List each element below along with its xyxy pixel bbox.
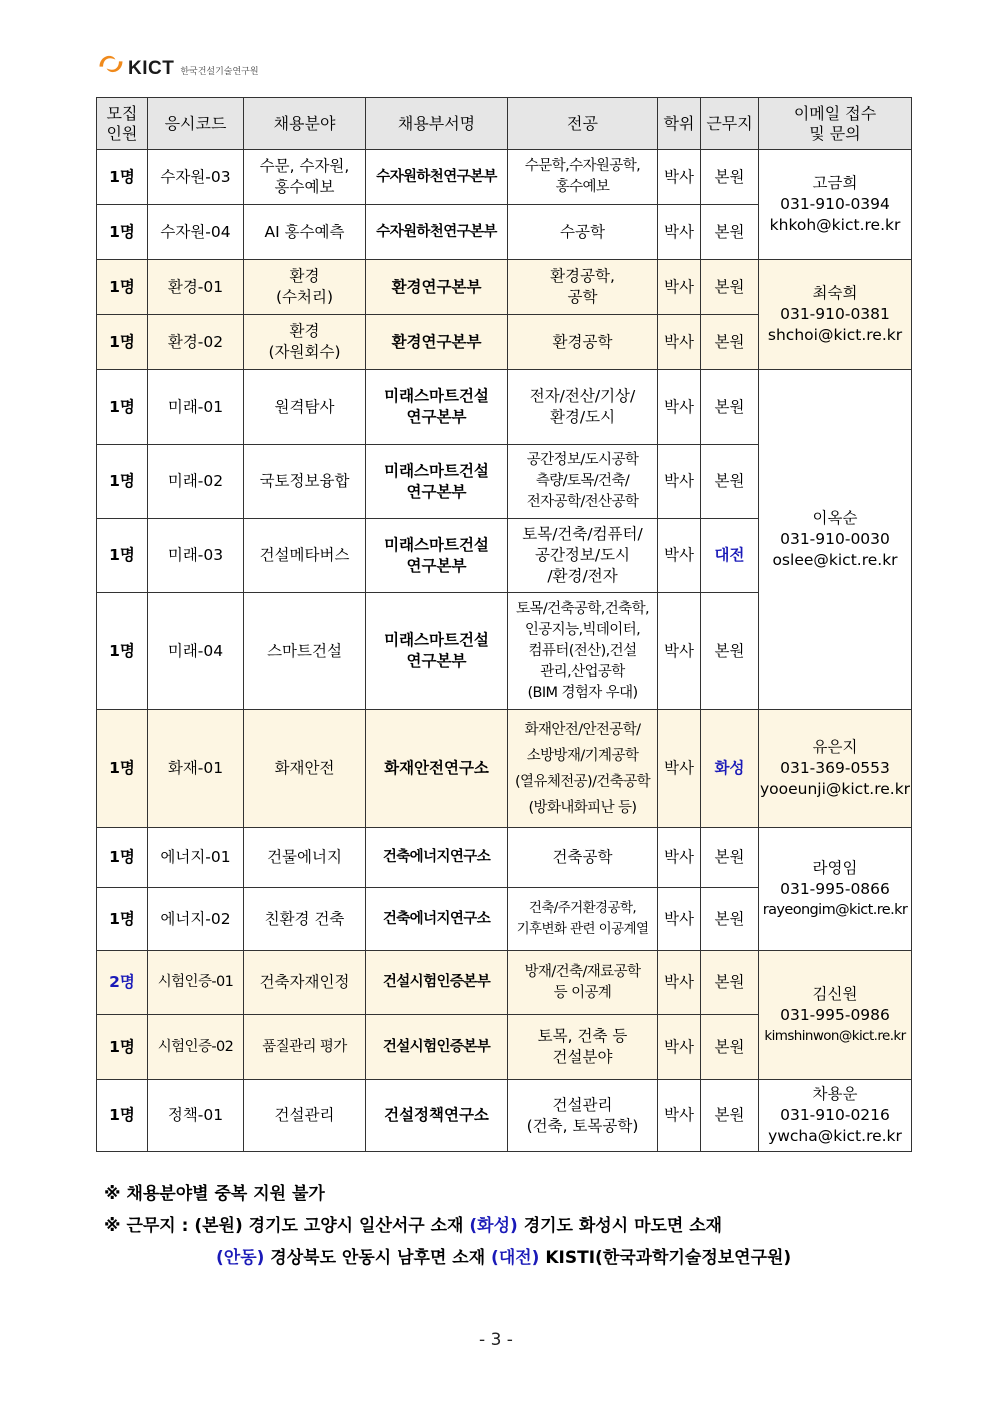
cell-location: 본원 [701, 315, 759, 370]
cell-degree: 박사 [658, 150, 701, 205]
cell-location: 본원 [701, 1080, 759, 1152]
contact-phone: 031-910-0394 [780, 195, 890, 213]
contact-phone: 031-910-0381 [780, 305, 890, 323]
cell-degree: 박사 [658, 445, 701, 519]
cell-dept: 미래스마트건설 연구본부 [366, 593, 508, 710]
cell-count: 2명 [97, 951, 148, 1015]
cell-field: 화재안전 [244, 710, 366, 828]
cell-location: 본원 [701, 205, 759, 260]
cell-dept: 화재안전연구소 [366, 710, 508, 828]
contact-name: 최숙희 [812, 284, 858, 302]
cell-major: 수문학,수자원공학, 홍수예보 [508, 150, 658, 205]
cell-count: 1명 [97, 445, 148, 519]
cell-location: 대전 [701, 519, 759, 593]
cell-degree: 박사 [658, 205, 701, 260]
contact-email: kimshinwon@kict.re.kr [764, 1027, 906, 1044]
cell-degree: 박사 [658, 519, 701, 593]
contact-email: shchoi@kict.re.kr [767, 326, 903, 344]
cell-location: 화성 [701, 710, 759, 828]
cell-major: 방재/건축/재료공학 등 이공계 [508, 951, 658, 1015]
cell-code: 에너지-02 [148, 888, 244, 951]
cell-field: 환경 (자원회수) [244, 315, 366, 370]
cell-location: 본원 [701, 1015, 759, 1080]
note-location-hwaseong: 경기도 화성시 마도면 소재 [517, 1216, 723, 1236]
header-contact: 이메일 접수 및 문의 [759, 98, 912, 150]
cell-major: 건설관리 (건축, 토목공학) [508, 1080, 658, 1152]
contact-phone: 031-910-0216 [780, 1106, 890, 1124]
contact-phone: 031-995-0986 [780, 1005, 890, 1024]
cell-field: AI 홍수예측 [244, 205, 366, 260]
contact-phone: 031-369-0553 [780, 759, 890, 777]
cell-count: 1명 [97, 710, 148, 828]
cell-major: 환경공학 [508, 315, 658, 370]
cell-dept: 건설정책연구소 [366, 1080, 508, 1152]
cell-count: 1명 [97, 1015, 148, 1080]
contact-email: yooeunji@kict.re.kr [759, 780, 911, 798]
cell-code: 미래-03 [148, 519, 244, 593]
logo-brand: KICT [128, 58, 175, 79]
cell-major: 토목/건축공학,건축학, 인공지능,빅데이터, 컴퓨터(전산),건설 관리,산업공학 (BIM 경험자 우대) [508, 593, 658, 710]
header-row [97, 98, 912, 150]
cell-major: 화재안전/안전공학/ 소방방재/기계공학 (열유체전공)/건축공학 (방화내화피난 등) [508, 710, 658, 828]
cell-count: 1명 [97, 888, 148, 951]
note-location-daejeon: KISTI(한국과학기술정보연구원) [539, 1248, 792, 1268]
cell-code: 미래-04 [148, 593, 244, 710]
cell-field: 환경 (수처리) [244, 260, 366, 315]
header-code: 응시코드 [148, 98, 244, 150]
cell-dept: 환경연구본부 [366, 260, 508, 315]
cell-major: 건축/주거환경공학, 기후변화 관련 이공계열 [508, 888, 658, 951]
cell-code: 미래-02 [148, 445, 244, 519]
cell-major: 환경공학, 공학 [508, 260, 658, 315]
cell-degree: 박사 [658, 828, 701, 888]
cell-field: 원격탐사 [244, 370, 366, 445]
header-count: 모집 인원 [97, 98, 148, 150]
contact-name: 김신원 [812, 984, 858, 1003]
cell-dept: 건설시험인증본부 [366, 951, 508, 1015]
cell-location: 본원 [701, 150, 759, 205]
note-location-daejeon-label: (대전) [491, 1248, 540, 1268]
cell-major: 토목, 건축 등 건설분야 [508, 1015, 658, 1080]
contact-cell [759, 710, 912, 828]
cell-field: 품질관리 평가 [244, 1015, 366, 1080]
cell-degree: 박사 [658, 1080, 701, 1152]
cell-count: 1명 [97, 828, 148, 888]
note-location-main: ※ 근무지 : (본원) 경기도 고양시 일산서구 소재 [104, 1216, 470, 1236]
cell-degree: 박사 [658, 315, 701, 370]
cell-degree: 박사 [658, 888, 701, 951]
table-row [97, 1080, 912, 1152]
cell-field: 건설관리 [244, 1080, 366, 1152]
table-row [97, 951, 912, 1015]
cell-count: 1명 [97, 1080, 148, 1152]
header-major: 전공 [508, 98, 658, 150]
page-number: - 3 - [479, 1330, 513, 1350]
cell-degree: 박사 [658, 370, 701, 445]
cell-dept: 수자원하천연구본부 [366, 205, 508, 260]
cell-code: 시험인증-02 [148, 1015, 244, 1080]
cell-dept: 환경연구본부 [366, 315, 508, 370]
cell-degree: 박사 [658, 260, 701, 315]
contact-phone: 031-995-0866 [780, 879, 890, 898]
contact-name: 이옥순 [812, 509, 858, 527]
cell-count: 1명 [97, 260, 148, 315]
cell-location: 본원 [701, 445, 759, 519]
note-no-duplicate: ※ 채용분야별 중복 지원 불가 [104, 1184, 325, 1204]
table-row [97, 150, 912, 205]
cell-dept: 미래스마트건설 연구본부 [366, 445, 508, 519]
cell-code: 수자원-03 [148, 150, 244, 205]
cell-count: 1명 [97, 370, 148, 445]
recruitment-table [96, 97, 912, 1152]
contact-cell [759, 150, 912, 260]
cell-count: 1명 [97, 593, 148, 710]
contact-cell [759, 260, 912, 370]
cell-major: 전자/전산/기상/ 환경/도시 [508, 370, 658, 445]
cell-major: 건축공학 [508, 828, 658, 888]
cell-degree: 박사 [658, 1015, 701, 1080]
cell-dept: 미래스마트건설 연구본부 [366, 370, 508, 445]
table-row [97, 710, 912, 828]
contact-phone: 031-910-0030 [780, 530, 890, 548]
note-locations-2 [104, 1242, 791, 1274]
cell-major: 수공학 [508, 205, 658, 260]
header-dept: 채용부서명 [366, 98, 508, 150]
cell-location: 본원 [701, 370, 759, 445]
kict-logo-icon [96, 49, 126, 79]
logo-org: 한국건설기술연구원 [180, 66, 259, 77]
kict-logo [96, 46, 259, 82]
cell-dept: 건축에너지연구소 [366, 888, 508, 951]
cell-field: 건축자재인정 [244, 951, 366, 1015]
cell-major: 토목/건축/컴퓨터/ 공간정보/도시 /환경/전자 [508, 519, 658, 593]
contact-email: rayeongim@kict.re.kr [762, 901, 908, 918]
cell-field: 건물에너지 [244, 828, 366, 888]
cell-location: 본원 [701, 828, 759, 888]
cell-code: 시험인증-01 [148, 951, 244, 1015]
cell-code: 에너지-01 [148, 828, 244, 888]
table-row [97, 260, 912, 315]
contact-cell [759, 370, 912, 710]
cell-dept: 건축에너지연구소 [366, 828, 508, 888]
contact-email: oslee@kict.re.kr [772, 551, 898, 569]
table-row [97, 370, 912, 445]
contact-name: 차용운 [812, 1085, 858, 1103]
contact-name: 유은지 [812, 738, 858, 756]
cell-code: 환경-02 [148, 315, 244, 370]
cell-field: 건설메타버스 [244, 519, 366, 593]
cell-count: 1명 [97, 315, 148, 370]
note-location-andong-label: (안동) [216, 1248, 265, 1268]
cell-degree: 박사 [658, 951, 701, 1015]
cell-code: 미래-01 [148, 370, 244, 445]
cell-field: 스마트건설 [244, 593, 366, 710]
note-location-andong: 경상북도 안동시 남후면 소재 [264, 1248, 492, 1268]
cell-count: 1명 [97, 150, 148, 205]
cell-location: 본원 [701, 260, 759, 315]
notes-section [104, 1178, 791, 1274]
cell-field: 수문, 수자원, 홍수예보 [244, 150, 366, 205]
cell-dept: 건설시험인증본부 [366, 1015, 508, 1080]
cell-degree: 박사 [658, 593, 701, 710]
note-locations [104, 1210, 791, 1242]
cell-code: 환경-01 [148, 260, 244, 315]
cell-dept: 수자원하천연구본부 [366, 150, 508, 205]
cell-field: 국토정보융합 [244, 445, 366, 519]
cell-location: 본원 [701, 593, 759, 710]
cell-location: 본원 [701, 888, 759, 951]
cell-degree: 박사 [658, 710, 701, 828]
contact-cell [759, 828, 912, 951]
contact-email: khkoh@kict.re.kr [769, 216, 901, 234]
contact-cell [759, 1080, 912, 1152]
cell-code: 화재-01 [148, 710, 244, 828]
note-location-hwaseong-label: (화성) [469, 1216, 518, 1236]
cell-field: 친환경 건축 [244, 888, 366, 951]
header-location: 근무지 [701, 98, 759, 150]
cell-count: 1명 [97, 205, 148, 260]
header-degree: 학위 [658, 98, 701, 150]
cell-code: 정책-01 [148, 1080, 244, 1152]
header-field: 채용분야 [244, 98, 366, 150]
contact-cell [759, 951, 912, 1080]
cell-location: 본원 [701, 951, 759, 1015]
cell-dept: 미래스마트건설 연구본부 [366, 519, 508, 593]
contact-name: 고금희 [812, 174, 858, 192]
contact-email: ywcha@kict.re.kr [768, 1127, 902, 1145]
cell-code: 수자원-04 [148, 205, 244, 260]
cell-count: 1명 [97, 519, 148, 593]
table-row [97, 828, 912, 888]
cell-major: 공간정보/도시공학 측량/토목/건축/ 전자공학/전산공학 [508, 445, 658, 519]
contact-name: 라영임 [812, 858, 858, 877]
